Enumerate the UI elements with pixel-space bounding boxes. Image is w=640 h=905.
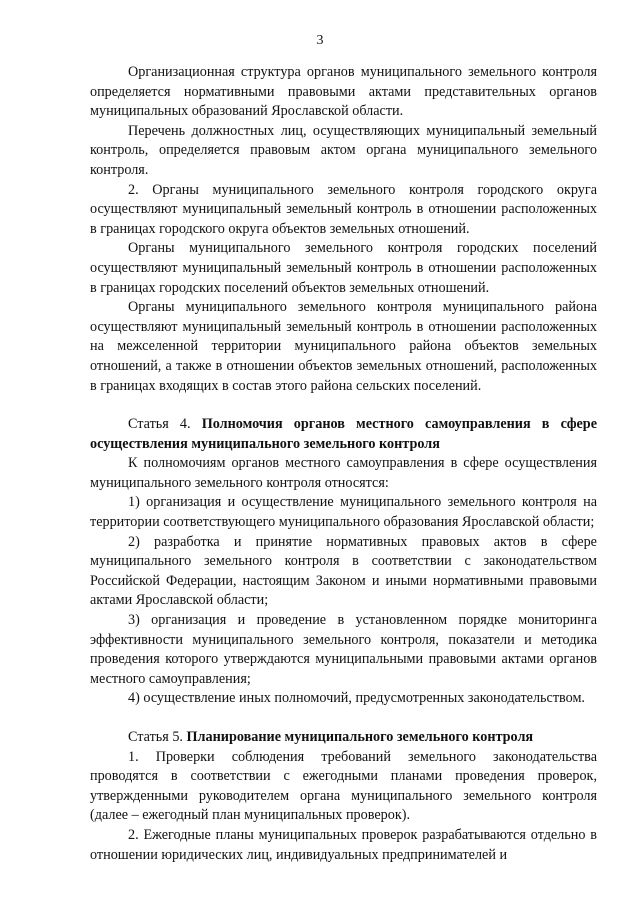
paragraph: Организационная структура органов муниципального земельного контроля определяется нормативными правовыми актами представительных органов муниципальных образований Ярославской области. — [90, 64, 597, 120]
paragraph: Перечень должностных лиц, осуществляющих муниципальный земельный контроль, определяется правовым актом органа муниципального земельного контроля. — [90, 122, 597, 178]
paragraph: 1) организация и осуществление муниципального земельного контроля на территории соответствующего муниципального образования Ярославской области; — [90, 494, 597, 531]
spacer — [90, 709, 597, 728]
article-5-prefix: Статья 5. — [128, 729, 187, 745]
paragraph: 1. Проверки соблюдения требований земельного законодательства проводятся в соответствии с ежегодными планами проведения проверок, утвержденными руководителем органа муниципального земельного контроля (далее – ежегодный план муниципальных проверок). — [90, 748, 597, 824]
article-4-heading — [90, 415, 597, 454]
spacer — [90, 396, 597, 415]
article-4-prefix: Статья 4. — [128, 416, 202, 433]
article-5-title: Планирование муниципального земельного контроля — [186, 729, 534, 745]
article-4-title: Полномочия органов местного самоуправления в сфере осуществления муниципального земельного контроля — [90, 416, 597, 452]
paragraph: Органы муниципального земельного контроля городских поселений осуществляют муниципальный земельный контроль в отношении расположенных в границах городских поселений объектов земельных отношений. — [90, 240, 597, 296]
paragraph: 3) организация и проведение в установленном порядке мониторинга эффективности муниципального земельного контроля, показатели и методика проведения которого утверждаются муниципальными правовыми актами органов местного самоуправления; — [90, 612, 597, 687]
document-body — [90, 63, 597, 865]
paragraph: К полномочиям органов местного самоуправления в сфере осуществления муниципального земельного контроля относятся: — [90, 455, 597, 491]
page-number: 3 — [316, 33, 324, 48]
paragraph: Органы муниципального земельного контроля муниципального района осуществляют муниципальный земельный контроль в отношении расположенных на межселенной территории муниципального района объектов земельных отношений, а также в отношении объектов земельных отношений, расположенных в границах входящих в состав этого района сельских поселений. — [90, 299, 597, 394]
paragraph: 2. Ежегодные планы муниципальных проверок разрабатываются отдельно в отношении юридических лиц, индивидуальных предпринимателей и — [90, 826, 597, 863]
paragraph: 2) разработка и принятие нормативных правовых актов в сфере муниципального земельного контроля в соответствии с законодательством Российской Федерации, настоящим Законом и иными нормативными правовыми актами Ярославской области; — [90, 533, 597, 609]
paragraph: 4) осуществление иных полномочий, предусмотренных законодательством. — [128, 690, 585, 707]
paragraph: 2. Органы муниципального земельного контроля городского округа осуществляют муниципальный земельный контроль в отношении расположенных в границах городского округа объектов земельных отношений. — [90, 181, 597, 237]
article-5-heading — [90, 728, 597, 748]
